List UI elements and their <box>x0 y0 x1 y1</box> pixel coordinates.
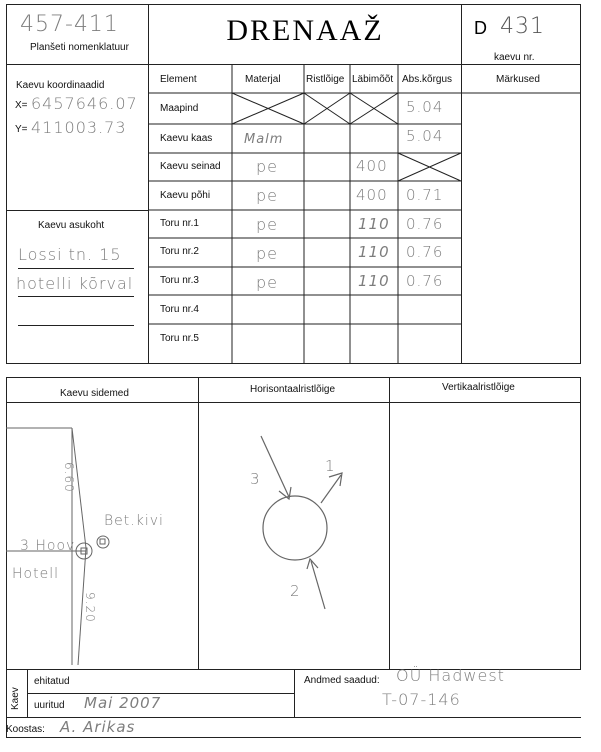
row-labimoot: 110 <box>358 215 390 233</box>
col-vertikaal: Vertikaalristlõige <box>442 382 515 393</box>
coords-label: Kaevu koordinaadid <box>16 80 105 91</box>
sheet-label: Planšeti nomenklatuur <box>30 42 129 53</box>
andmed-value-1: OÜ Hadwest <box>396 666 505 685</box>
hotel-label: Hotell <box>12 566 59 582</box>
row-labimoot: 110 <box>358 272 390 290</box>
connections-sketch <box>6 403 198 669</box>
row-materjal: pe <box>256 186 278 205</box>
header-element: Element <box>160 74 197 85</box>
row-labimoot: 110 <box>358 243 390 261</box>
uuritud-label: uuritud <box>34 700 65 711</box>
kaev-label: Kaev <box>10 687 21 710</box>
bet-kivi-label: Bet.kivi <box>104 513 164 529</box>
distance-bottom: 9.20 <box>83 592 97 623</box>
header-labimoot: Läbimõõt <box>352 74 394 85</box>
col-kaevu-sidemed: Kaevu sidemed <box>60 388 129 399</box>
pipe-1-label: 1 <box>325 457 336 475</box>
element-table-grid <box>0 0 601 370</box>
well-label: kaevu nr. <box>494 52 535 63</box>
row-element: Kaevu põhi <box>160 190 211 201</box>
koostas-underline <box>6 737 581 738</box>
ehitatud-label: ehitatud <box>34 676 70 687</box>
row-labimoot: 400 <box>356 186 388 204</box>
bottom-frame-right <box>580 377 581 670</box>
well-number: 431 <box>500 14 545 39</box>
pipe-3-label: 3 <box>250 470 261 488</box>
header-ristloige: Ristlõige <box>306 74 345 85</box>
header-markused: Märkused <box>496 74 540 85</box>
y-label: Y= <box>15 124 28 135</box>
x-value: 6457646.07 <box>31 94 138 113</box>
row-materjal: Malm <box>244 132 284 147</box>
row-materjal: pe <box>256 215 278 234</box>
row-element: Toru nr.3 <box>160 275 199 286</box>
row-element: Kaevu seinad <box>160 161 221 172</box>
row-element: Toru nr.1 <box>160 218 199 229</box>
row-abs: 0.71 <box>406 186 444 204</box>
well-prefix: D <box>474 18 487 38</box>
location-line1: Lossi tn. 15 <box>18 245 122 264</box>
sheet-number: 457-411 <box>20 12 119 37</box>
uuritud-value: Mai 2007 <box>84 694 162 712</box>
header-materjal: Materjal <box>245 74 281 85</box>
row-abs: 0.76 <box>406 215 444 233</box>
row-element: Toru nr.5 <box>160 333 199 344</box>
sketch-divider-2 <box>389 377 390 670</box>
y-value: 411003.73 <box>31 118 127 137</box>
row-abs: 5.04 <box>406 127 444 145</box>
col-horisontaal: Horisontaalristlõige <box>250 384 336 395</box>
row-element: Kaevu kaas <box>160 133 213 144</box>
row-materjal: pe <box>256 244 278 263</box>
row-abs: 5.04 <box>406 98 444 116</box>
row-element: Toru nr.4 <box>160 304 199 315</box>
row-abs: 0.76 <box>406 272 444 290</box>
well-3-label: 3 Hoov <box>20 538 76 554</box>
andmed-label: Andmed saadud: <box>304 675 380 686</box>
row-labimoot: 400 <box>356 157 388 175</box>
location-line2: hotelli kõrval <box>16 274 134 293</box>
koostas-value: A. Arikas <box>60 718 136 736</box>
location-label: Kaevu asukoht <box>38 220 105 231</box>
form-title: DRENAAŽ <box>226 14 384 47</box>
bottom-frame-top <box>6 377 581 378</box>
row-materjal: pe <box>256 157 278 176</box>
row-element: Maapind <box>160 103 199 114</box>
koostas-label: Koostas: <box>6 724 45 735</box>
x-label: X= <box>15 100 28 111</box>
pipe-2-label: 2 <box>290 582 301 600</box>
andmed-value-2: T-07-146 <box>382 690 461 709</box>
row-materjal: pe <box>256 273 278 292</box>
header-abs-korgus: Abs.kõrgus <box>402 74 453 85</box>
distance-top: 6.60 <box>62 462 76 493</box>
row-element: Toru nr.2 <box>160 246 199 257</box>
row-abs: 0.76 <box>406 243 444 261</box>
horizontal-section-sketch <box>199 403 389 669</box>
